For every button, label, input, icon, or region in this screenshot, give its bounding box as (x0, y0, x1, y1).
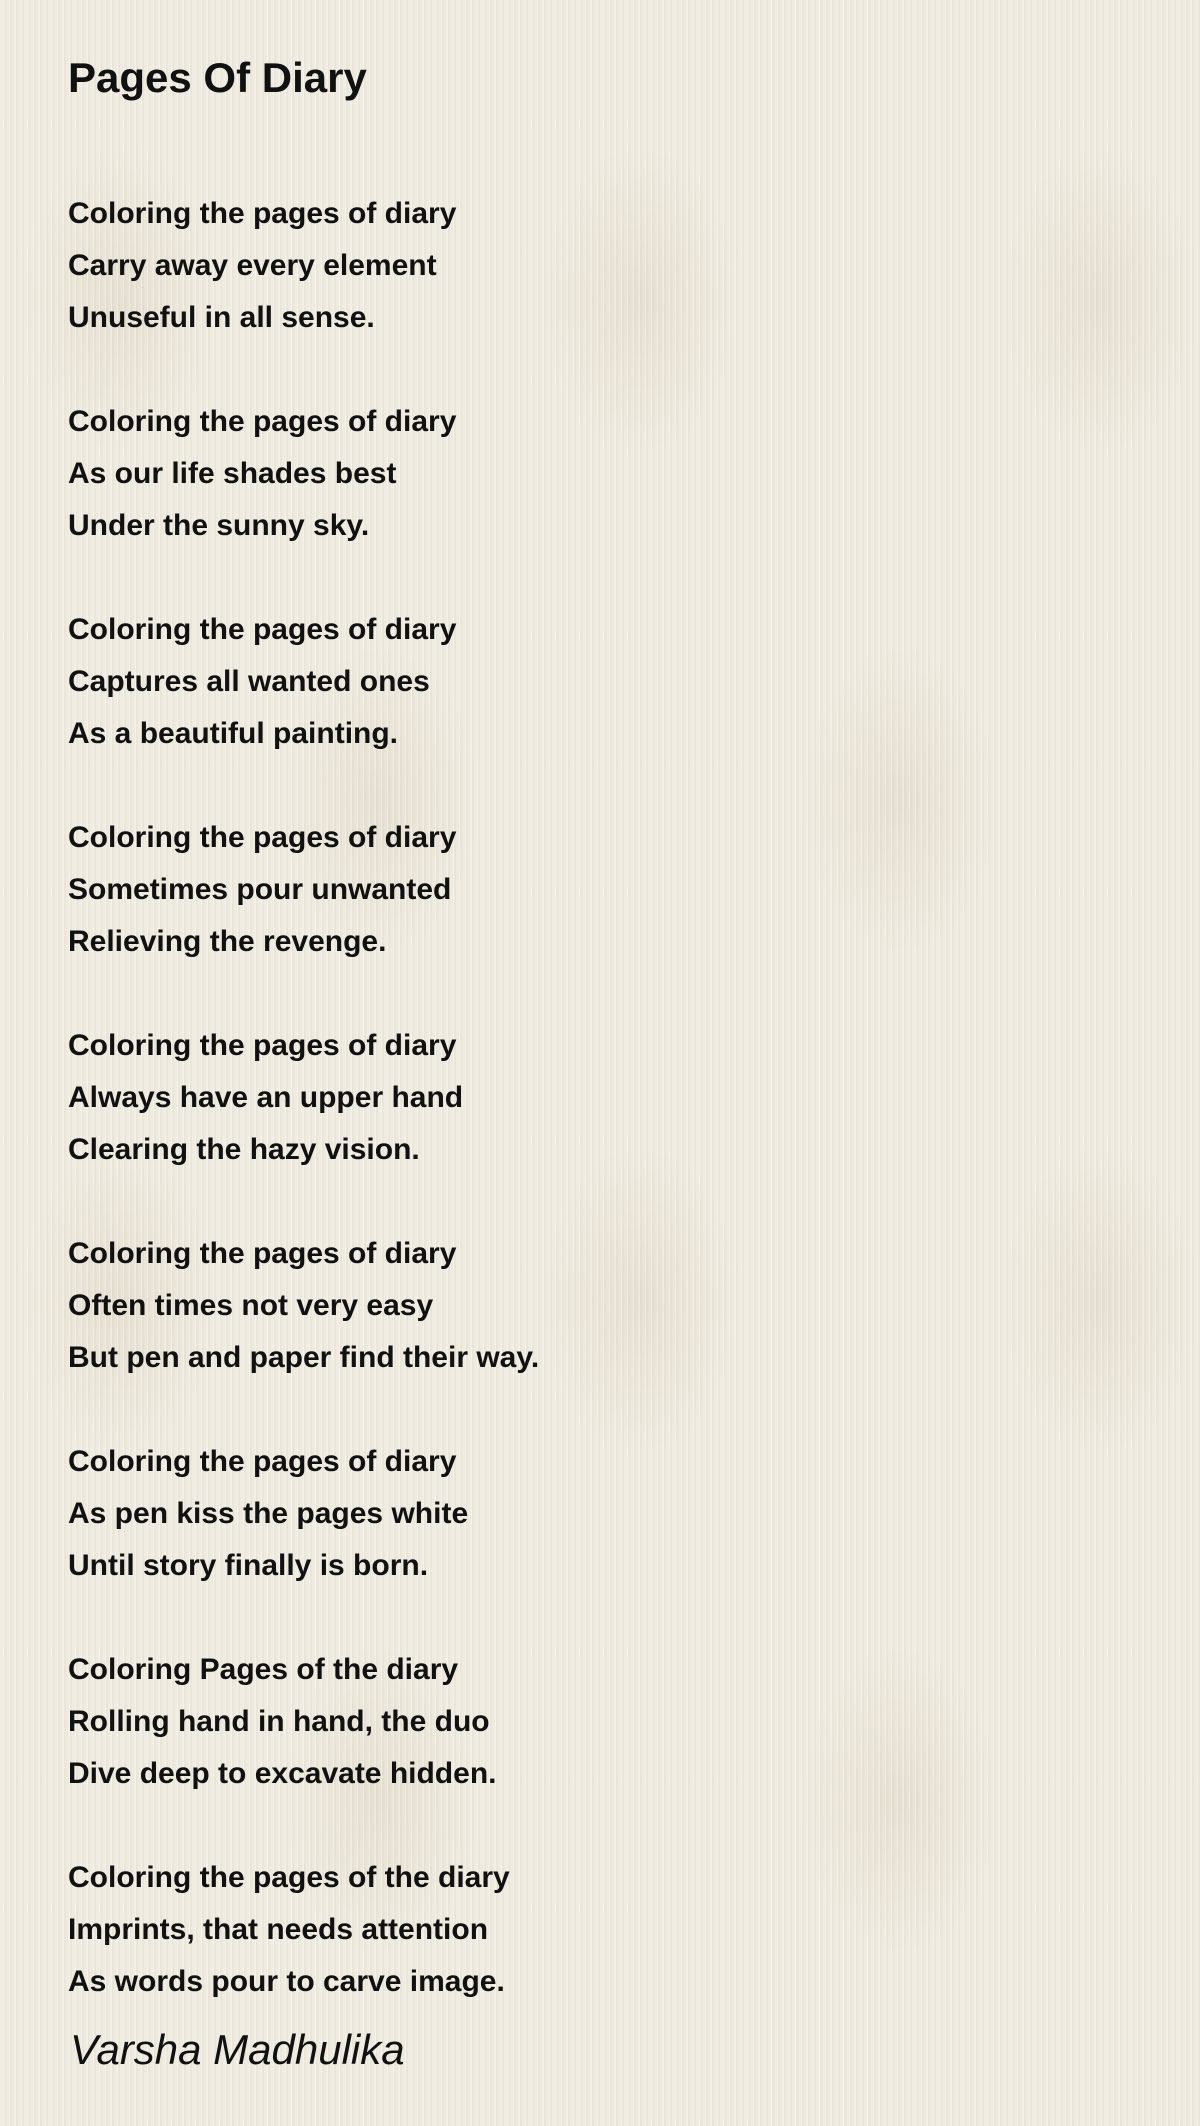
stanza-5 (68, 1020, 1148, 1176)
poem-line: Clearing the hazy vision. (68, 1133, 420, 1166)
stanza-4 (68, 812, 1148, 968)
stanza-8 (68, 1644, 1148, 1800)
poem-line: As pen kiss the pages white (68, 1497, 469, 1530)
poem-line: Coloring the pages of diary (68, 613, 457, 646)
poem-line: Coloring the pages of diary (68, 405, 457, 438)
poem-line: Coloring Pages of the diary (68, 1653, 459, 1686)
poem-title: Pages Of Diary (68, 54, 367, 101)
poem-line: Coloring the pages of diary (68, 197, 457, 230)
poem-line: Dive deep to excavate hidden. (68, 1757, 497, 1790)
stanza-2 (68, 396, 1148, 552)
poem-line: Captures all wanted ones (68, 665, 430, 698)
poem-line: Often times not very easy (68, 1289, 434, 1322)
poem-line: Coloring the pages of diary (68, 821, 457, 854)
poem-line: Coloring the pages of diary (68, 1237, 457, 1270)
poem-line: Rolling hand in hand, the duo (68, 1705, 490, 1738)
stanza-7 (68, 1436, 1148, 1592)
poem-author: Varsha Madhulika (70, 2026, 405, 2073)
poem-line: Relieving the revenge. (68, 925, 387, 958)
stanza-1 (68, 188, 1148, 344)
poem-line: Until story finally is born. (68, 1549, 429, 1582)
poem-line: Always have an upper hand (68, 1081, 464, 1114)
poem-page (68, 48, 1148, 2060)
poem-line: Imprints, that needs attention (68, 1913, 489, 1946)
stanza-6 (68, 1228, 1148, 1384)
stanza-9 (68, 1852, 1148, 2008)
poem-line: Sometimes pour unwanted (68, 873, 452, 906)
poem-line: Coloring the pages of diary (68, 1445, 457, 1478)
stanza-3 (68, 604, 1148, 760)
poem-line: Carry away every element (68, 249, 437, 282)
poem-line: But pen and paper find their way. (68, 1341, 540, 1374)
poem-body (68, 188, 1148, 2008)
poem-line: As a beautiful painting. (68, 717, 399, 750)
poem-line: As words pour to carve image. (68, 1965, 505, 1998)
poem-line: Coloring the pages of the diary (68, 1861, 510, 1894)
poem-line: Unuseful in all sense. (68, 301, 375, 334)
poem-line: Coloring the pages of diary (68, 1029, 457, 1062)
poem-line: Under the sunny sky. (68, 509, 370, 542)
poem-line: As our life shades best (68, 457, 397, 490)
